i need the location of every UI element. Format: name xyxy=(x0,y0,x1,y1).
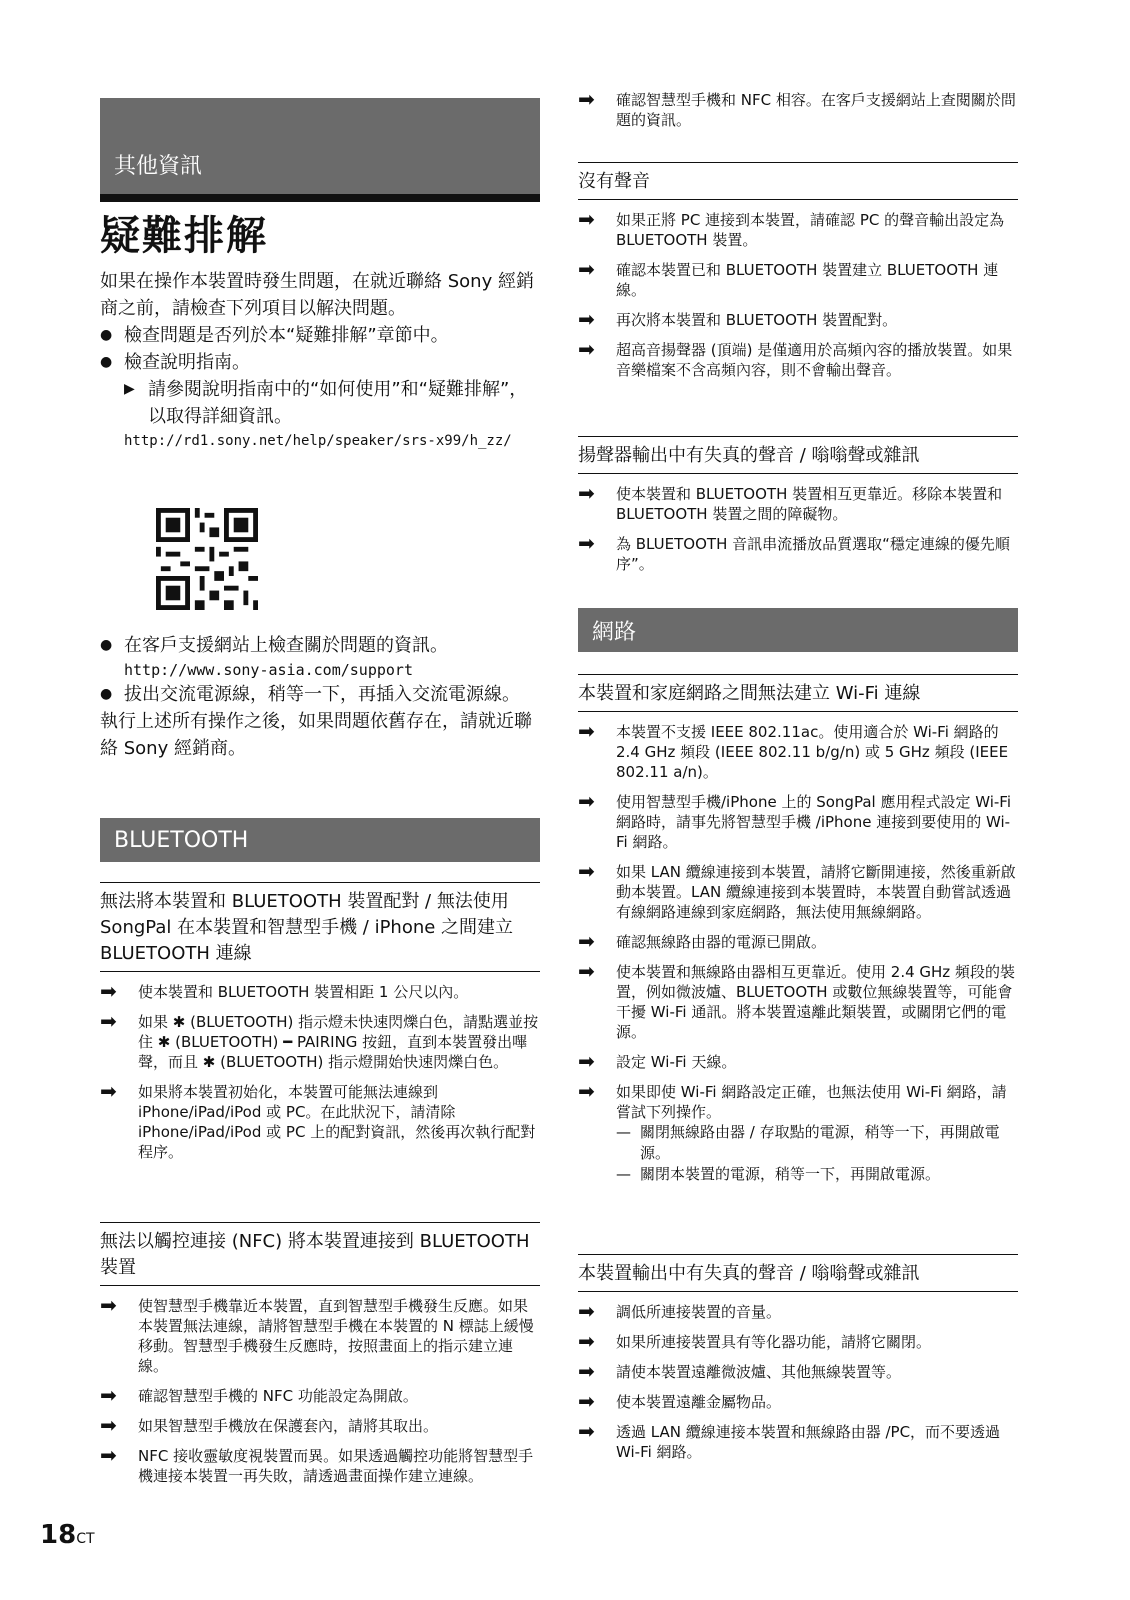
list-item: ➡ 使用智慧型手機/iPhone 上的 SongPal 應用程式設定 Wi-Fi 網路時，請事先將智慧型手機 /iPhone 連接到要使用的 Wi-Fi 網路。 xyxy=(578,789,1012,851)
intro xyxy=(100,268,540,452)
triangle-icon: ▶ xyxy=(124,381,135,397)
intro-more xyxy=(100,632,540,762)
list-item: ➡ 為 BLUETOOTH 音訊串流播放品質選取“穩定連線的優先順序”。 xyxy=(578,531,1010,573)
arrow-icon: ➡ xyxy=(100,1293,117,1317)
closing-text: 執行上述所有操作之後，如果問題依舊存在，請就近聯絡 Sony 經銷商。 xyxy=(100,711,532,759)
bt-nfc-continued xyxy=(578,87,1018,130)
arrow-icon: ➡ xyxy=(100,1443,117,1467)
arrow-icon: ➡ xyxy=(578,257,595,281)
arrow-icon: ➡ xyxy=(100,1079,117,1103)
list-item: ➡ 使本裝置和 BLUETOOTH 裝置相距 1 公尺以內。 xyxy=(100,979,469,1003)
list-item: ➡ 如果智慧型手機放在保護套內，請將其取出。 xyxy=(100,1413,439,1437)
sub-item: — 關閉本裝置的電源，稍等一下，再開啟電源。 xyxy=(616,1165,941,1183)
section-heading: 沒有聲音 xyxy=(578,162,1018,200)
list-item: ➡ 如果所連接裝置具有等化器功能，請將它關閉。 xyxy=(578,1329,932,1353)
support-url[interactable]: http://www.sony-asia.com/support xyxy=(124,661,413,679)
arrow-icon: ➡ xyxy=(578,859,595,883)
list-item: ➡ 如果 ✱ (BLUETOOTH) 指示燈未快速閃爍白色，請點選並按住 ✱ (BLUETOOTH) ━ PAIRING 按鈕，直到本裝置發出嗶聲，而且 ✱ (BLUETOOTH) 指示燈開始快速閃爍白色。 xyxy=(100,1009,539,1071)
bullet-icon: ● xyxy=(100,327,113,343)
bt-section-distortion xyxy=(578,436,1018,574)
list-item: ➡ 透過 LAN 纜線連接本裝置和無線路由器 /PC，而不要透過 Wi-Fi 網路。 xyxy=(578,1419,1001,1461)
page-title: 疑難排解 xyxy=(100,213,268,259)
list-item: ➡ 確認無線路由器的電源已開啟。 xyxy=(578,929,827,953)
arrow-icon: ➡ xyxy=(100,1383,117,1407)
section-label: 其他資訊 xyxy=(114,154,203,179)
list-item: ● 檢查問題是否列於本“疑難排解”章節中。 xyxy=(100,322,540,349)
network-banner: 網路 xyxy=(578,608,1018,652)
arrow-icon: ➡ xyxy=(578,1389,595,1413)
list-item: ● 在客戶支援網站上檢查關於問題的資訊。 xyxy=(100,632,540,659)
arrow-icon: ➡ xyxy=(578,87,595,111)
section-heading: 本裝置輸出中有失真的聲音 / 嗡嗡聲或雜訊 xyxy=(578,1254,1018,1292)
list-item: ➡ 設定 Wi-Fi 天線。 xyxy=(578,1049,737,1073)
sub-item: — 關閉無線路由器 / 存取點的電源，稍等一下，再開啟電源。 xyxy=(616,1123,1000,1162)
arrow-icon: ➡ xyxy=(578,1419,595,1443)
arrow-icon: ➡ xyxy=(578,1049,595,1073)
list-item: ➡ 如果將本裝置初始化，本裝置可能無法連線到 iPhone/iPad/iPod 或 PC。在此狀況下，請清除 iPhone/iPad/iPod 或 PC 上的配對資訊，然後再次執行配對程序。 xyxy=(100,1079,536,1161)
intro-text: 如果在操作本裝置時發生問題，在就近聯絡 Sony 經銷商之前，請檢查下列項目以解決問題。 xyxy=(100,271,534,319)
list-item: ● 檢查說明指南。 xyxy=(100,349,540,376)
help-url[interactable]: http://rd1.sony.net/help/speaker/srs-x99/h_zz/ xyxy=(124,433,512,449)
qr-code-icon xyxy=(156,508,258,610)
list-item: ➡ 再次將本裝置和 BLUETOOTH 裝置配對。 xyxy=(578,307,898,331)
arrow-icon: ➡ xyxy=(578,959,595,983)
arrow-icon: ➡ xyxy=(578,1079,595,1103)
arrow-icon: ➡ xyxy=(578,481,595,505)
arrow-icon: ➡ xyxy=(578,307,595,331)
arrow-icon: ➡ xyxy=(100,979,117,1003)
page-number: 18CT xyxy=(40,1520,95,1550)
net-section-wifi xyxy=(578,674,1018,1185)
net-section-distortion xyxy=(578,1254,1018,1462)
section-banner xyxy=(100,98,540,202)
section-heading: 無法將本裝置和 BLUETOOTH 裝置配對 / 無法使用 SongPal 在本裝置和智慧型手機 / iPhone 之間建立 BLUETOOTH 連線 xyxy=(100,882,540,972)
bt-section-nfc xyxy=(100,1222,540,1486)
list-item: ➡ 如果正將 PC 連接到本裝置，請確認 PC 的聲音輸出設定為 BLUETOOTH 裝置。 xyxy=(578,207,1005,249)
arrow-icon: ➡ xyxy=(578,789,595,813)
bullet-icon: ● xyxy=(100,354,113,370)
arrow-icon: ➡ xyxy=(578,1359,595,1383)
list-item: ➡ 如果即使 Wi-Fi 網路設定正確，也無法使用 Wi-Fi 網路，請嘗試下列操作。 xyxy=(578,1079,1007,1121)
list-item: ➡ 調低所連接裝置的音量。 xyxy=(578,1299,782,1323)
bt-section-no-sound xyxy=(578,162,1018,380)
list-item: ➡ 確認本裝置已和 BLUETOOTH 裝置建立 BLUETOOTH 連線。 xyxy=(578,257,999,299)
list-item: ➡ 確認智慧型手機和 NFC 相容。在客戶支援網站上查閱關於問題的資訊。 xyxy=(578,87,1016,129)
list-item: ➡ 請使本裝置遠離微波爐、其他無線裝置等。 xyxy=(578,1359,902,1383)
section-heading: 揚聲器輸出中有失真的聲音 / 嗡嗡聲或雜訊 xyxy=(578,436,1018,474)
bt-section-pairing xyxy=(100,882,540,1162)
arrow-icon: ➡ xyxy=(578,207,595,231)
list-item: ➡ 確認智慧型手機的 NFC 功能設定為開啟。 xyxy=(100,1383,418,1407)
section-heading: 無法以觸控連接 (NFC) 將本裝置連接到 BLUETOOTH 裝置 xyxy=(100,1222,540,1286)
arrow-icon: ➡ xyxy=(578,719,595,743)
bullet-icon: ● xyxy=(100,686,113,702)
arrow-icon: ➡ xyxy=(578,929,595,953)
arrow-icon: ➡ xyxy=(578,1329,595,1353)
list-item: ▶ 請參閱說明指南中的“如何使用”和“疑難排解”，以取得詳細資訊。 xyxy=(100,376,540,430)
list-item: ● 拔出交流電源線，稍等一下，再插入交流電源線。 xyxy=(100,681,540,708)
bluetooth-banner: BLUETOOTH xyxy=(100,818,540,862)
section-heading: 本裝置和家庭網路之間無法建立 Wi-Fi 連線 xyxy=(578,674,1018,712)
bullet-icon: ● xyxy=(100,637,113,653)
list-item: ➡ 使本裝置和無線路由器相互更靠近。使用 2.4 GHz 頻段的裝置，例如微波爐、BLUETOOTH 或數位無線裝置等，可能會干擾 Wi-Fi 通訊。將本裝置遠離此類裝置，或關閉它們的電源。 xyxy=(578,959,1015,1041)
list-item: ➡ 使本裝置和 BLUETOOTH 裝置相互更靠近。移除本裝置和 BLUETOOTH 裝置之間的障礙物。 xyxy=(578,481,1003,523)
arrow-icon: ➡ xyxy=(578,337,595,361)
list-item: ➡ 使智慧型手機靠近本裝置，直到智慧型手機發生反應。如果本裝置無法連線，請將智慧型手機在本裝置的 N 標誌上緩慢移動。智慧型手機發生反應時，按照畫面上的指示建立連線。 xyxy=(100,1293,534,1375)
arrow-icon: ➡ xyxy=(578,531,595,555)
list-item: ➡ NFC 接收靈敏度視裝置而異。如果透過觸控功能將智慧型手機連接本裝置一再失敗，請透過畫面操作建立連線。 xyxy=(100,1443,534,1485)
arrow-icon: ➡ xyxy=(100,1009,117,1033)
list-item: ➡ 使本裝置遠離金屬物品。 xyxy=(578,1389,782,1413)
list-item: ➡ 如果 LAN 纜線連接到本裝置，請將它斷開連接，然後重新啟動本裝置。LAN 纜線連接到本裝置時，本裝置自動嘗試透過有線網路連線到家庭網路，無法使用無線網路。 xyxy=(578,859,1016,921)
list-item: ➡ 超高音揚聲器 (頂端) 是僅適用於高頻內容的播放裝置。如果音樂檔案不含高頻內容，則不會輸出聲音。 xyxy=(578,337,1013,379)
arrow-icon: ➡ xyxy=(100,1413,117,1437)
arrow-icon: ➡ xyxy=(578,1299,595,1323)
list-item: ➡ 本裝置不支援 IEEE 802.11ac。使用適合於 Wi-Fi 網路的 2.4 GHz 頻段 (IEEE 802.11 b/g/n) 或 5 GHz 頻段 (IEEE 802.11 a/n)。 xyxy=(578,719,1009,781)
